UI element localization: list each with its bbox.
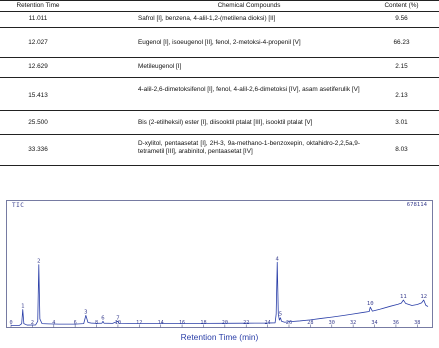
x-tick-label: 26 (285, 320, 293, 326)
x-tick-label: 4 (52, 320, 56, 326)
row-compounds: Metileugenol [I] (138, 63, 182, 70)
x-tick-label: 32 (350, 320, 357, 326)
x-tick-label: 0 (9, 320, 13, 326)
row-content: 9.56 (395, 15, 408, 22)
row-compounds: Eugenol [I], isoeugenol [II], fenol, 2-metoksi-4-propenil [V] (138, 39, 301, 46)
row-compounds: Safrol [I], benzena, 4-alil-1,2-(metilena dioksi) [II] (138, 15, 276, 22)
row-retention-time: 12.027 (28, 39, 48, 46)
peak-label: 11 (400, 294, 407, 301)
max-abundance-label: 678114 (406, 202, 427, 208)
peak-label: 5 (278, 311, 283, 318)
row-retention-time: 15.413 (28, 92, 48, 99)
header-retention-time: Retention Time (16, 2, 60, 9)
row-divider (0, 134, 439, 135)
x-tick-label: 8 (94, 320, 99, 326)
row-compounds: Bis (2-etilheksil) ester [I], diisooktil ptalat [III], isooktil ptalat [V] (138, 119, 313, 126)
row-divider (0, 27, 439, 28)
row-content: 2.13 (395, 92, 408, 99)
row-compounds: 4-alil-2,6-dimetoksifenol [I], fenol, 4-alil-2,6-dimetoksi [IV], asam asetiferulik [V] (138, 86, 360, 93)
x-tick-label: 20 (221, 320, 228, 326)
chromatogram-plot (0, 198, 439, 348)
row-retention-time: 12.629 (28, 63, 48, 70)
peak-label: 2 (37, 258, 41, 265)
row-divider (0, 57, 439, 58)
peak-label: 10 (366, 301, 374, 308)
x-tick-label: 34 (371, 320, 378, 326)
x-tick-label: 28 (307, 320, 314, 326)
header-chemical-compounds: Chemical Compounds (217, 2, 281, 9)
chromatogram (0, 198, 439, 348)
chart-title: TIC (12, 202, 25, 209)
row-retention-time: 25.500 (28, 119, 48, 126)
x-tick-label: 6 (73, 320, 77, 326)
x-tick-label: 10 (114, 320, 122, 326)
x-tick-label: 30 (328, 320, 335, 326)
row-content: 2.15 (395, 63, 408, 70)
x-tick-label: 38 (414, 320, 421, 326)
row-divider (0, 110, 439, 111)
peak-label: 12 (420, 294, 428, 301)
row-content: 3.01 (395, 119, 408, 126)
x-tick-label: 12 (136, 320, 143, 326)
x-tick-label: 22 (243, 320, 250, 326)
row-content: 66.23 (393, 39, 410, 46)
row-divider (0, 77, 439, 78)
table-header-rule (0, 11, 439, 12)
x-axis-title: Retention Time (min) (180, 332, 259, 342)
plot-frame (7, 201, 433, 328)
row-content: 8.03 (395, 146, 408, 153)
x-tick-label: 24 (264, 320, 271, 326)
peak-label: 6 (101, 315, 105, 322)
x-tick-label: 18 (200, 320, 207, 326)
row-retention-time: 11.011 (28, 15, 48, 22)
x-tick-label: 2 (30, 320, 34, 326)
row-compounds: D-xylitol, pentaasetat [I], 2H-3, 9a-methano-1-benzoxepin, oktahidro-2,2,5a,9-tetrametil [III], arabinitol, pentaasetat [IV] (138, 140, 360, 155)
x-tick-label: 36 (392, 320, 400, 326)
row-retention-time: 33.336 (28, 146, 48, 153)
peak-label: 7 (116, 315, 120, 322)
peak-label: 1 (21, 303, 25, 310)
x-tick-label: 16 (178, 320, 186, 326)
peak-label: 3 (84, 309, 88, 316)
x-tick-label: 14 (157, 320, 164, 326)
table-top-rule (0, 0, 439, 1)
header-content: Content (%) (384, 2, 419, 9)
table-bottom-rule (0, 165, 439, 166)
peak-label: 4 (275, 256, 279, 263)
